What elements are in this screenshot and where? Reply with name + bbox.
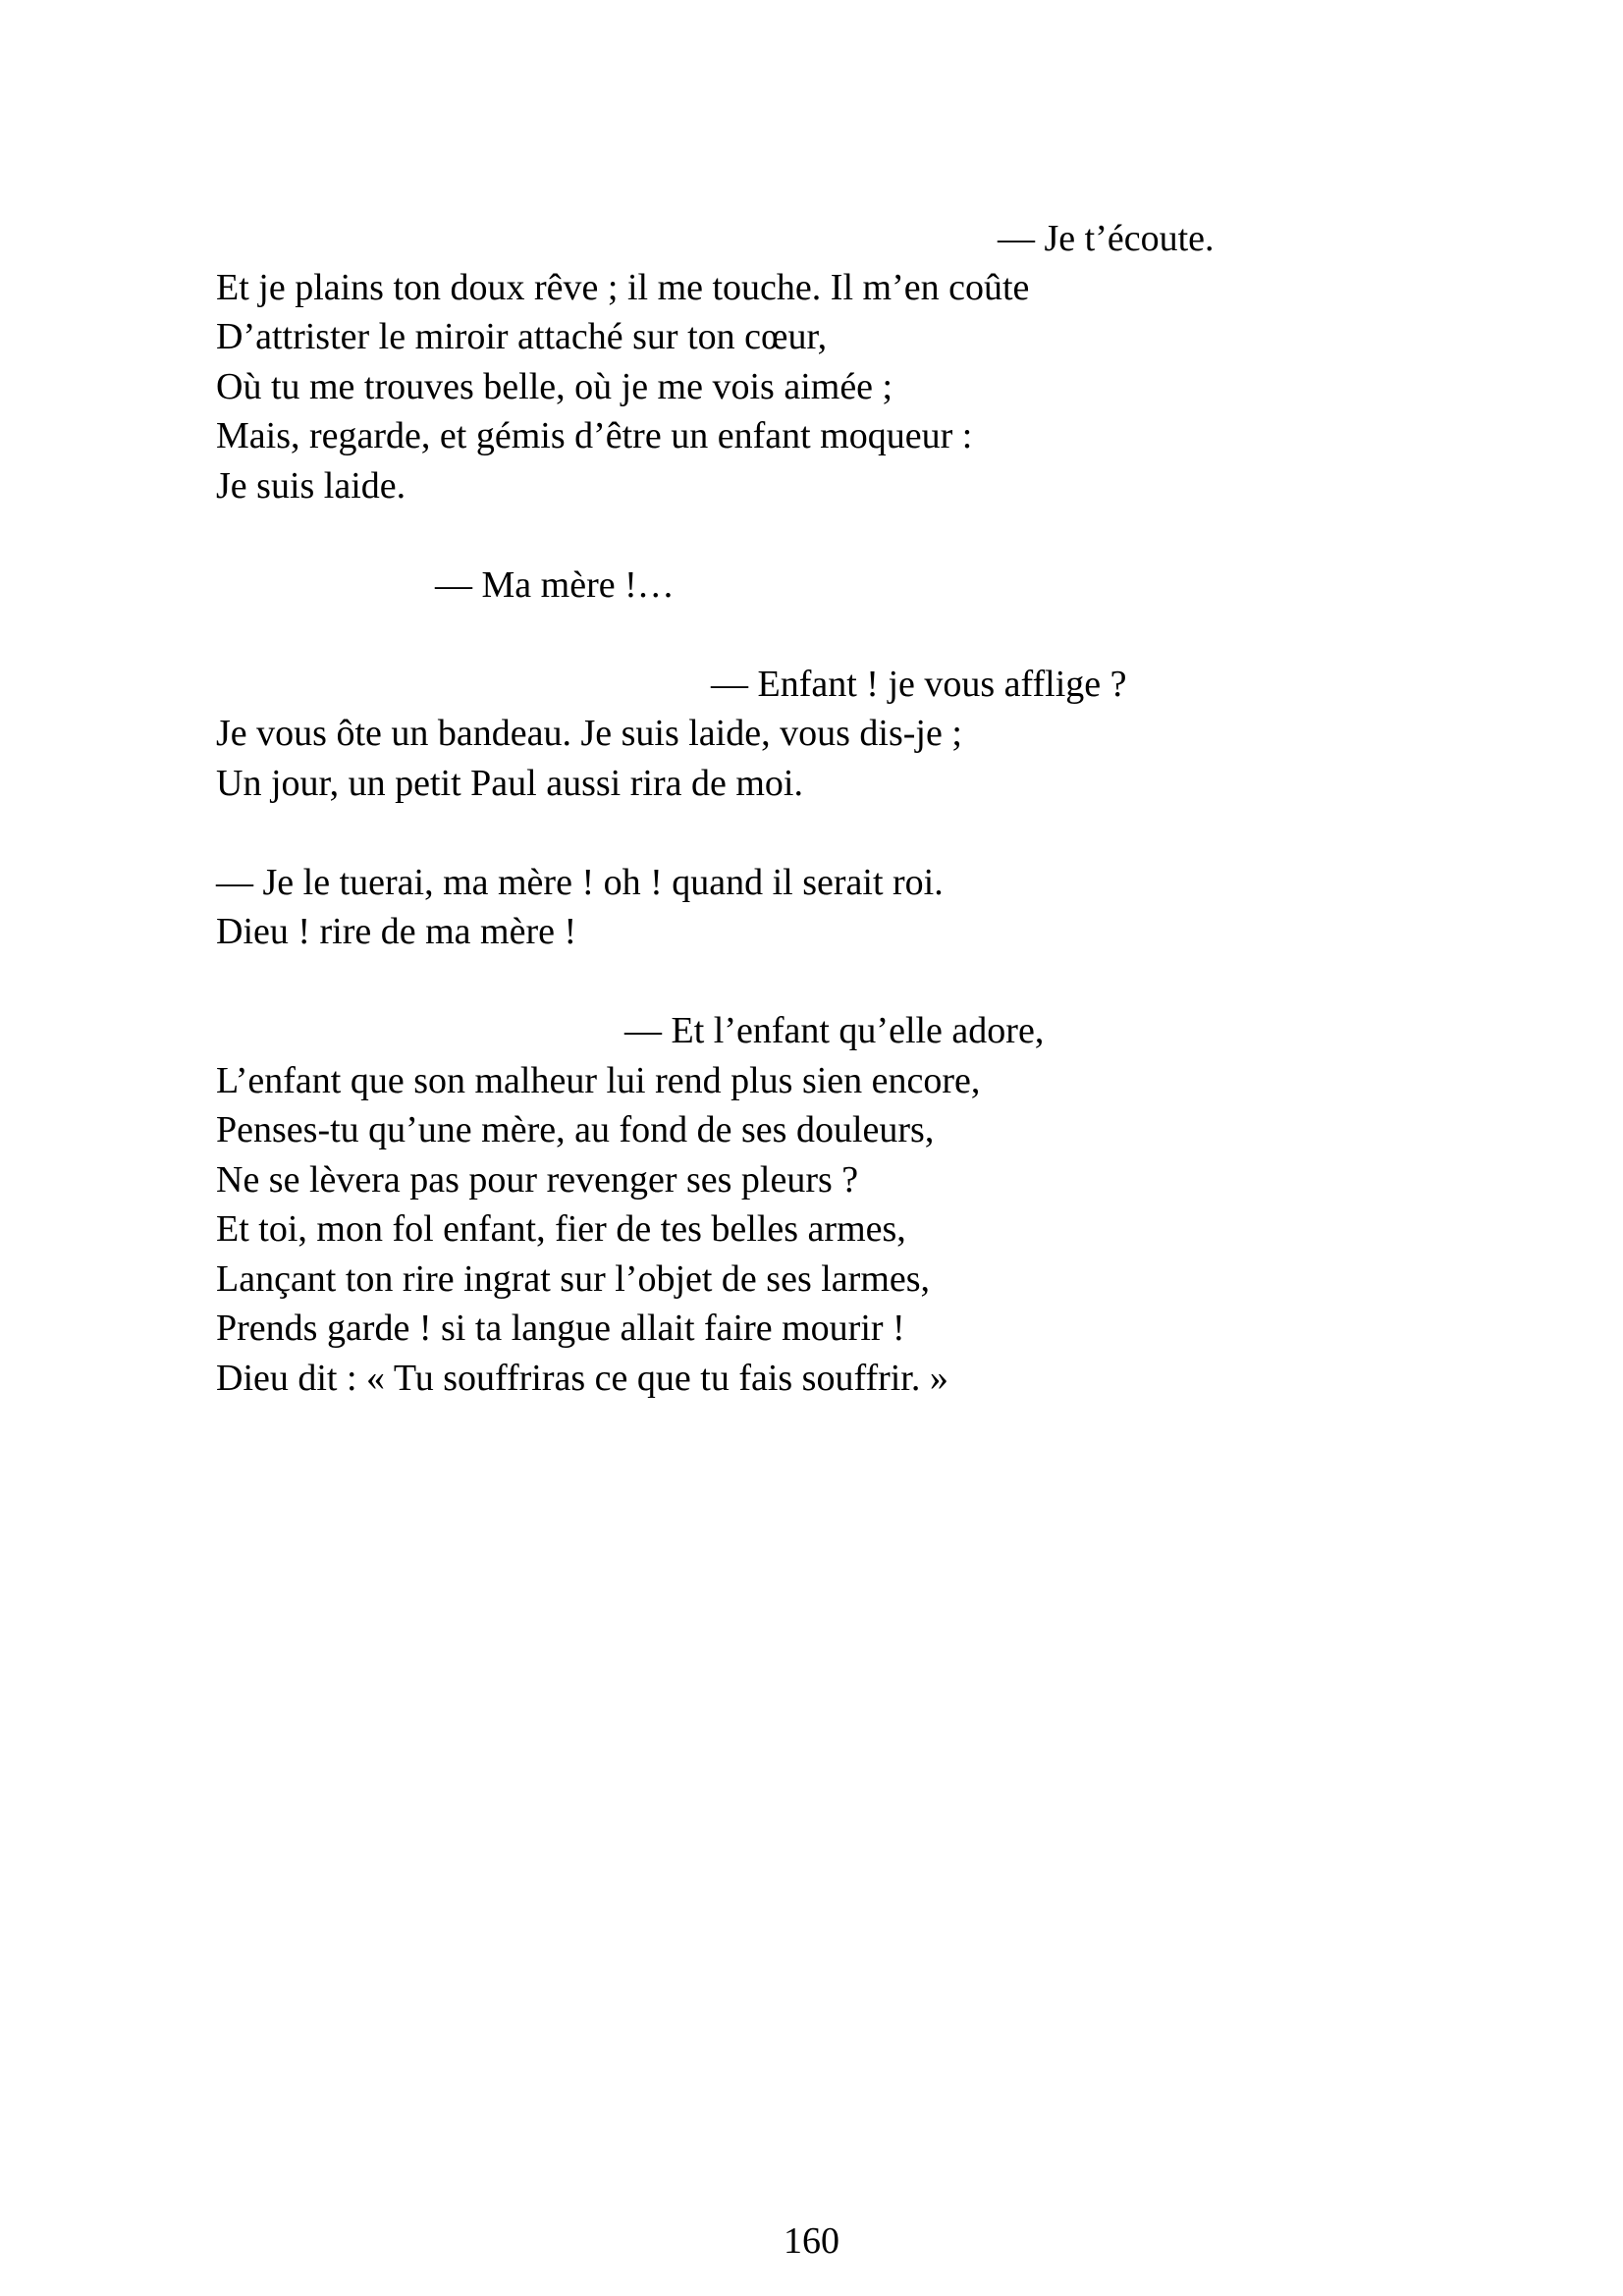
poem-line: Mais, regarde, et gémis d’être un enfant moqueur : bbox=[216, 415, 973, 456]
poem-line: L’enfant que son malheur lui rend plus sien encore, bbox=[216, 1060, 981, 1101]
poem-line: Je suis laide. bbox=[216, 465, 406, 507]
poem-line: Où tu me trouves belle, où je me vois aimée ; bbox=[216, 366, 893, 407]
poem-line: Et toi, mon fol enfant, fier de tes belles armes, bbox=[216, 1208, 906, 1250]
poem-line: Penses-tu qu’une mère, au fond de ses douleurs, bbox=[216, 1109, 935, 1150]
poem-line: Et je plains ton doux rêve ; il me touche. Il m’en coûte bbox=[216, 267, 1030, 308]
poem-line: Lançant ton rire ingrat sur l’objet de ses larmes, bbox=[216, 1258, 931, 1300]
poem-line: D’attrister le miroir attaché sur ton cœur, bbox=[216, 316, 828, 357]
poem-line: Je vous ôte un bandeau. Je suis laide, vous dis-je ; bbox=[216, 713, 962, 754]
poem-line: — Je le tuerai, ma mère ! oh ! quand il serait roi. bbox=[216, 862, 944, 903]
poem-line: — Ma mère !… bbox=[435, 564, 675, 606]
poem-line: Un jour, un petit Paul aussi rira de moi. bbox=[216, 763, 803, 804]
poem-line: — Et l’enfant qu’elle adore, bbox=[624, 1010, 1045, 1051]
poem-line: Dieu dit : « Tu souffriras ce que tu fais souffrir. » bbox=[216, 1358, 948, 1399]
poem-line: — Je t’écoute. bbox=[998, 218, 1215, 259]
page-number: 160 bbox=[784, 2220, 839, 2262]
poem-line: Dieu ! rire de ma mère ! bbox=[216, 911, 577, 952]
poem-line: — Enfant ! je vous afflige ? bbox=[711, 664, 1127, 705]
poem-line: Prends garde ! si ta langue allait faire mourir ! bbox=[216, 1308, 905, 1349]
poem-line: Ne se lèvera pas pour revenger ses pleurs ? bbox=[216, 1159, 859, 1201]
